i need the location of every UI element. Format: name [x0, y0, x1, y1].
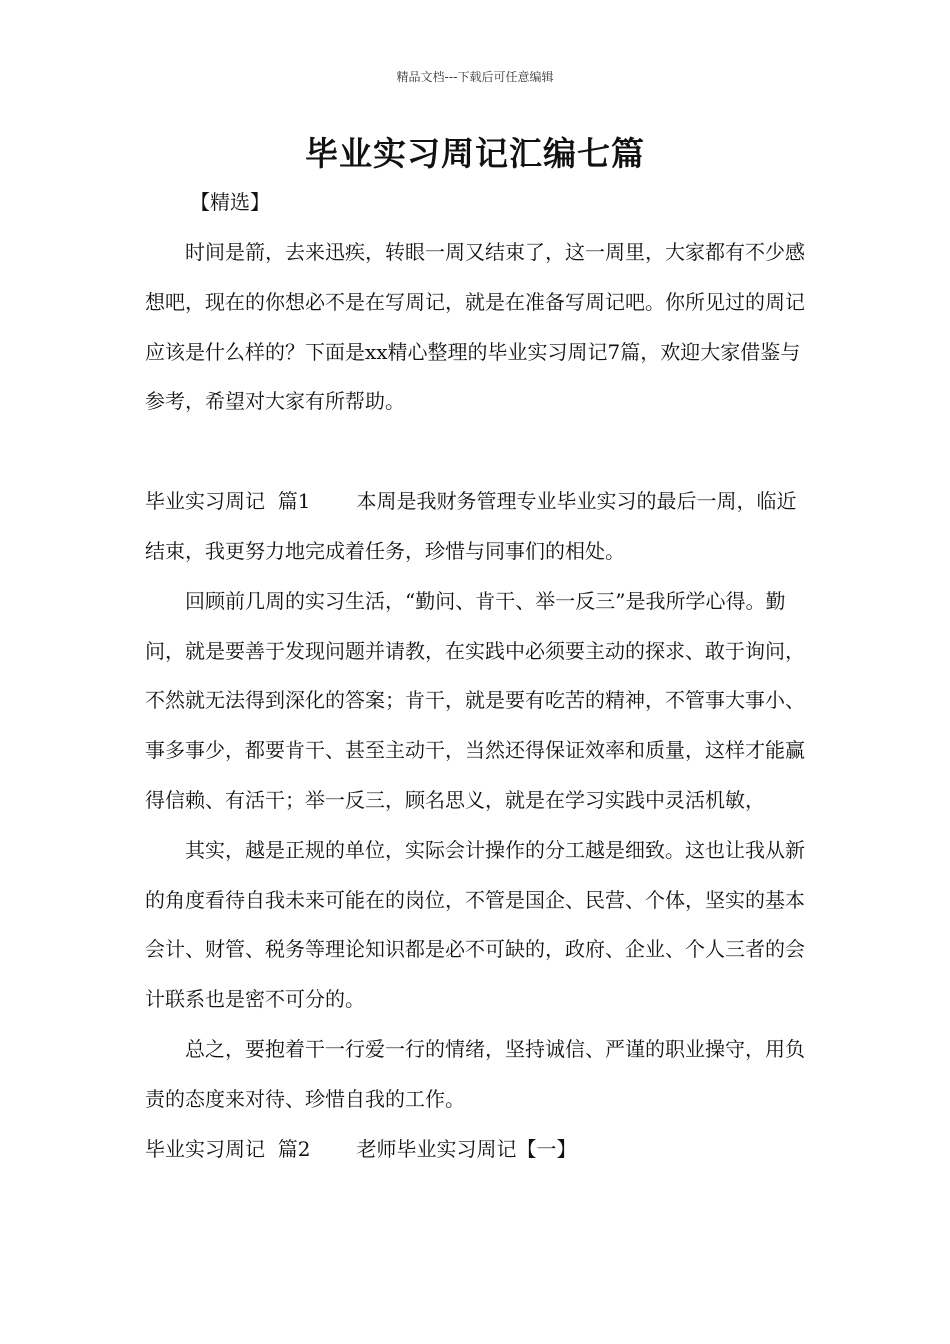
section-1-paragraph: 总之，要抱着干一行爱一行的情绪，坚持诚信、严谨的职业操守，用负责的态度来对待、珍惜自我的工作。 — [145, 1036, 805, 1111]
section-2-opening — [145, 1125, 805, 1175]
intro-paragraph: 时间是箭，去来迅疾，转眼一周又结束了，这一周里，大家都有不少感想吧，现在的你想必不是在写周记，就是在准备写周记吧。你所见过的周记应该是什么样的？下面是xx精心整理的毕业实习周记7篇，欢迎大家借鉴与参考，希望对大家有所帮助。 — [145, 240, 805, 414]
section-1-lead: 本周是我财务管理专业毕业实习的最后一周，临近结束，我更努力地完成着任务，珍惜与同事们的相处。 — [145, 489, 797, 563]
section-1-paragraph: 其实，越是正规的单位，实际会计操作的分工越是细致。这也让我从新的角度看待自我未来可能在的岗位，不管是国企、民营、个体，坚实的基本会计、财管、税务等理论知识都是必不可缺的，政府、企业、个人三者的会计联系也是密不可分的。 — [145, 837, 805, 1012]
section-1-paragraph: 回顾前几周的实习生活，“勤问、肯干、举一反三”是我所学心得。勤问，就是要善于发现问题并请教，在实践中必须要主动的探求、敢于询问，不然就无法得到深化的答案；肯干，就是要有吃苦的精神，不管事大事小、事多事少，都要肯干、甚至主动干，当然还得保证效率和质量，这样才能赢得信赖、有活干；举一反三，顾名思义，就是在学习实践中灵活机敏， — [145, 588, 805, 812]
document-title: 毕业实习周记汇编七篇 — [305, 134, 645, 173]
section-1-opening — [145, 477, 805, 577]
document-body — [145, 228, 805, 1174]
blank-line — [145, 427, 805, 477]
header-note: 精品文档---下载后可任意编辑 — [396, 70, 554, 84]
selection-tag: 【精选】 — [190, 190, 270, 214]
section-1-heading: 毕业实习周记 篇1 — [145, 489, 311, 514]
section-2-lead: 老师毕业实习周记【一】 — [356, 1136, 577, 1161]
section-2-heading: 毕业实习周记 篇2 — [145, 1136, 311, 1161]
